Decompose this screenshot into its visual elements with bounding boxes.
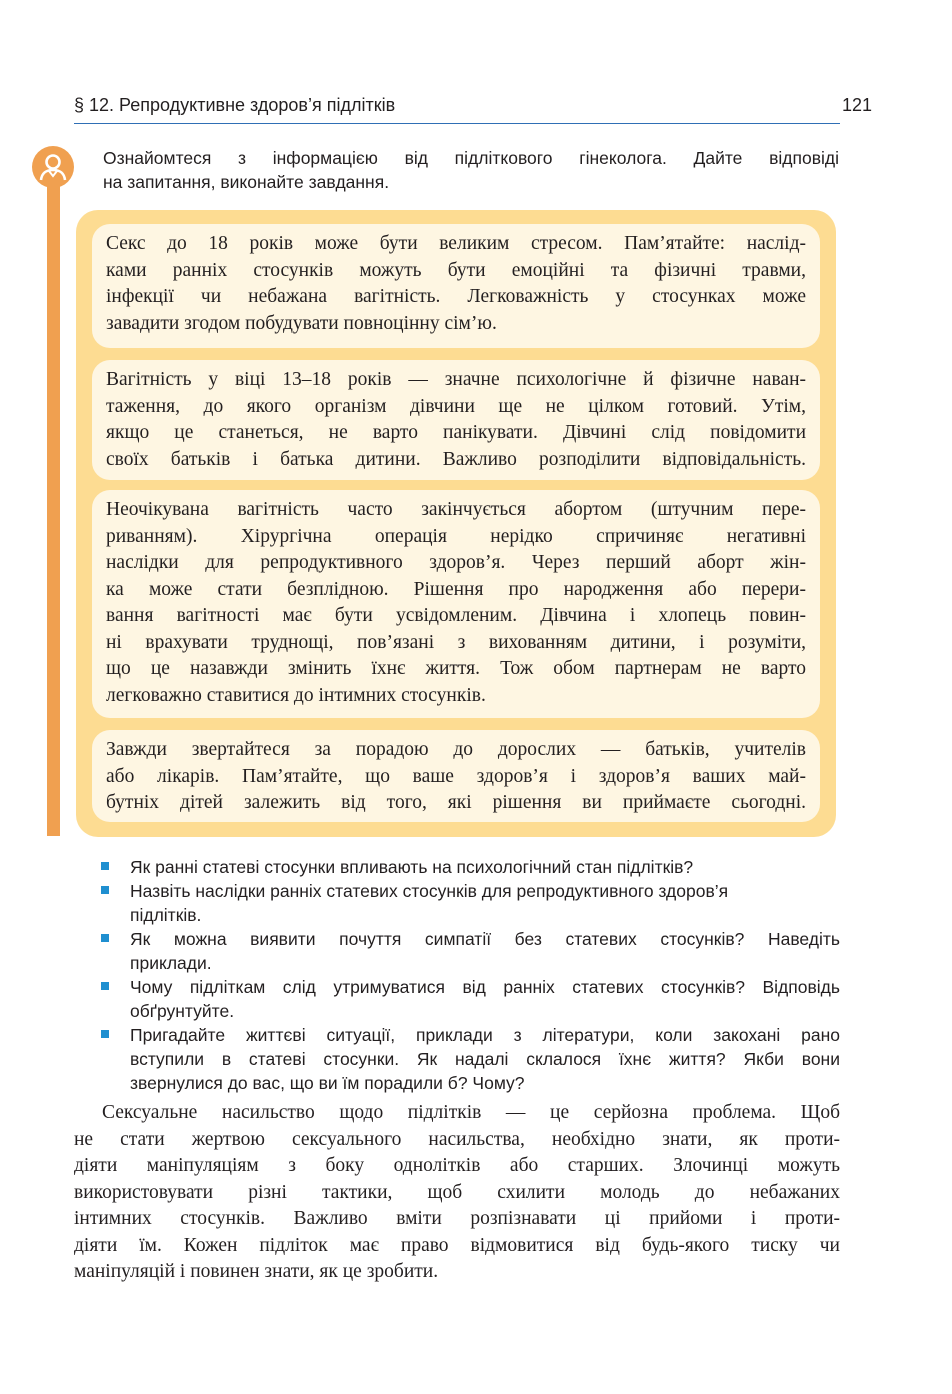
paragraph-line: діяти їм. Кожен підліток має право відмовитися від будь-якого тиску чи bbox=[74, 1234, 840, 1256]
card-line: Секс до 18 років може бути великим стресом. Пам’ятайте: наслід- bbox=[106, 233, 806, 254]
square-bullet-icon bbox=[101, 886, 109, 894]
card-line: вання вагітності має бути усвідомленим. Дівчина і хлопець повин- bbox=[106, 605, 806, 626]
square-bullet-icon bbox=[101, 862, 109, 870]
question-line: Як ранні статеві стосунки впливають на психологічний стан підлітків? bbox=[130, 857, 694, 877]
header-title: § 12. Репродуктивне здоров’я підлітків bbox=[74, 95, 396, 115]
card-line: бутніх дітей залежить від того, які рішення ви приймаєте сьогодні. bbox=[106, 792, 806, 813]
question-item bbox=[100, 927, 840, 975]
side-accent-bar bbox=[47, 180, 60, 836]
card-line: легковажно ставитися до інтимних стосунків. bbox=[106, 684, 486, 706]
info-card-pregnancy bbox=[92, 360, 820, 480]
main-paragraph bbox=[74, 1100, 840, 1286]
square-bullet-icon bbox=[101, 934, 109, 942]
question-line: Назвіть наслідки ранніх статевих стосунків для репродуктивного здоров’я bbox=[130, 881, 729, 901]
question-line: Чому підліткам слід утримуватися від ранніх статевих стосунків? Відповідь bbox=[130, 977, 840, 997]
card-line: таження, до якого організм дівчини ще не цілком готовий. Утім, bbox=[106, 395, 806, 417]
doctor-icon bbox=[32, 146, 74, 188]
doctor-icon-glyph bbox=[32, 146, 74, 188]
question-item bbox=[100, 879, 840, 927]
card-line: своїх батьків і батька дитини. Важливо розподілити відповідальність. bbox=[106, 448, 806, 470]
paragraph-line: використовувати різні тактики, щоб схилити молодь до небажаних bbox=[74, 1181, 840, 1203]
card-line: Неочікувана вагітність часто закінчується абортом (штучним пере- bbox=[106, 499, 806, 520]
question-line: обґрунтуйте. bbox=[130, 1001, 235, 1021]
info-card-abortion bbox=[92, 490, 820, 718]
paragraph-line: не стати жертвою сексуального насильства, необхідно знати, як проти- bbox=[74, 1128, 840, 1150]
question-line: звернулися до вас, що ви їм порадили б? Чому? bbox=[130, 1073, 525, 1093]
paragraph-line: Сексуальне насильство щодо підлітків — це серйозна проблема. Щоб bbox=[102, 1102, 840, 1123]
intro-line: на запитання, виконайте завдання. bbox=[103, 172, 390, 192]
card-line: риванням). Хірургічна операція нерідко спричиняє негативні bbox=[106, 525, 806, 547]
card-line: Вагітність у віці 13–18 років — значне психологічне й фізичне наван- bbox=[106, 369, 806, 390]
question-line: вступили в статеві стосунки. Як надалі склалося їхнє життя? Якби вони bbox=[130, 1049, 840, 1069]
card-line: Завжди звертайтеся за порадою до дорослих — батьків, учителів bbox=[106, 739, 806, 760]
card-line: якщо це станеться, не варто панікувати. Дівчині слід повідомити bbox=[106, 422, 806, 443]
intro-text bbox=[103, 146, 839, 194]
card-line: інфекції чи небажана вагітність. Легковажність у стосунках може bbox=[106, 286, 806, 307]
question-item bbox=[100, 975, 840, 1023]
paragraph-line: маніпуляцій і повинен знати, як це зробити. bbox=[74, 1261, 439, 1282]
paragraph-line: інтимних стосунків. Важливо вміти розпізнавати ці прийоми і проти- bbox=[74, 1208, 840, 1229]
card-line: або лікарів. Пам’ятайте, що ваше здоров’я і здоров’я ваших май- bbox=[106, 765, 806, 787]
card-line: ка може стати безплідною. Рішення про народження або перери- bbox=[106, 578, 806, 600]
intro-line: Ознайомтеся з інформацією від підліткового гінеколога. Дайте відповіді bbox=[103, 148, 839, 168]
info-card-sex-before-18 bbox=[92, 224, 820, 348]
running-header bbox=[74, 93, 840, 124]
question-line: приклади. bbox=[130, 953, 212, 973]
card-line: ками ранніх стосунків можуть бути емоційні та фізичні травми, bbox=[106, 259, 806, 281]
question-line: підлітків. bbox=[130, 905, 202, 925]
question-line: Як можна виявити почуття симпатії без статевих стосунків? Наведіть bbox=[130, 929, 840, 949]
question-item bbox=[100, 855, 840, 879]
question-line: Пригадайте життєві ситуації, приклади з літератури, коли закохані рано bbox=[130, 1025, 840, 1045]
card-line: що це назавжди змінить їхнє життя. Тож обом партнерам не варто bbox=[106, 658, 806, 679]
card-line: наслідки для репродуктивного здоров’я. Через перший аборт жін- bbox=[106, 552, 806, 573]
page-number: 121 bbox=[842, 95, 873, 115]
card-line: завадити згодом побудувати повноцінну сім’ю. bbox=[106, 312, 497, 334]
square-bullet-icon bbox=[101, 1030, 109, 1038]
card-line: ні врахувати труднощі, пов’язані з вихованням дитини, і розуміти, bbox=[106, 631, 806, 653]
square-bullet-icon bbox=[101, 982, 109, 990]
question-item bbox=[100, 1023, 840, 1095]
paragraph-line: діяти маніпуляціям з боку однолітків або старших. Злочинці можуть bbox=[74, 1155, 840, 1176]
info-card-advice bbox=[92, 730, 820, 822]
question-list bbox=[100, 855, 840, 1095]
